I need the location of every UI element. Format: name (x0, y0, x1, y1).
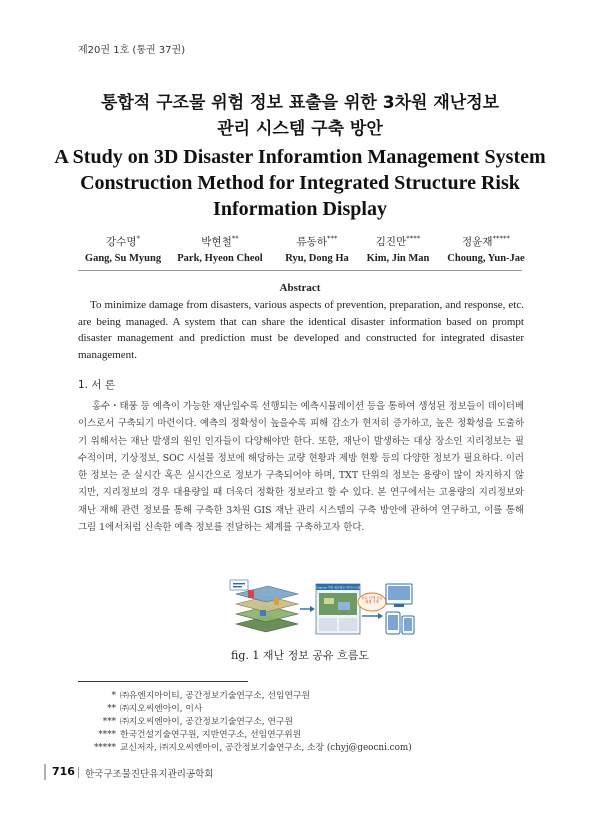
footnote-3 (78, 714, 518, 727)
title-english-line-2: Construction Method for Integrated Structure Risk (80, 172, 520, 194)
abstract-heading: Abstract (279, 282, 321, 294)
author-affiliation-mark: * (136, 234, 140, 243)
abstract-top-rule (78, 270, 522, 271)
footnote-mark: ***** (94, 743, 116, 753)
footnote-text: ㈜지오씨엔아이, 공간정보기술연구소, 연구원 (120, 717, 293, 727)
author-english-name: Kim, Jin Man (366, 253, 430, 264)
footnote-mark: ** (107, 704, 116, 714)
footnote-4 (78, 727, 518, 740)
devices-graphic (386, 584, 414, 634)
figure-caption: fig. 1 재난 정보 공유 흐름도 (231, 649, 369, 662)
author-english-name: Choung, Yun-Jae (447, 253, 525, 264)
footnote-text: 한국건설기술연구원, 지반연구소, 선임연구위원 (120, 730, 302, 740)
title-english-line-1: A Study on 3D Disaster Inforamtion Management System (54, 146, 546, 168)
footnote-5 (78, 740, 518, 753)
author-english-name: Gang, Su Myung (84, 253, 162, 264)
journal-name: 한국구조물진단유지관리공학회 (85, 769, 214, 780)
footnote-mark: * (111, 691, 116, 701)
author-english-name: Park, Hyeon Cheol (177, 253, 263, 264)
author-korean-name: 김진만 (375, 236, 407, 248)
system-screen-title: Cesium 기반 재난정보 관리시스템 (315, 585, 361, 590)
footnote-text: ㈜유엔지아이티, 공간정보기술연구소, 선임연구원 (120, 691, 310, 701)
section-body-introduction: 홍수・태풍 등 예측이 가능한 재난일수록 선행되는 예측시뮬레이션 등을 통하여 생성된 정보들이 데이터베이스로서 구축되기 마련이다. 예측의 정확성이 높을수록 피해 감소가 현저히 증가하고, 높은 정확성을 도출하기 위해서는 재난 발생의 원인 인자들이 다양해야만 한다. 또한, 재난이 발생하는 대상 장소인 지리정보는 필수적이며, 기상정보, SOC 시설물 정보에 해당하는 교량 현황과 제방 현황 등의 다양한 정보가 필요하다. 이러한 정보는 준 실시간 혹은 실시간으로 정보가 구축되어야 하며, TXT 단위의 정보는 용량이 많이 차지하지 않지만, 지리정보의 경우 대용량일 때 더욱더 정확한 정보라고 할 수 있다. 본 연구에서는 고용량의 지리정보와 재난 재해 관련 정보를 통해 구축한 3차원 GIS 재난 관리 시스템의 구축 방안에 관하여 연구하고, 이를 통해 그림 1에서처럼 신속한 예측 정보를 전달하는 체계를 구축하고자 한다. (78, 401, 524, 534)
sharing-stage-label: 공유 단계 공유 체계 구축 (361, 596, 383, 604)
author-english-name: Ryu, Dong Ha (285, 253, 349, 264)
author-1 (78, 234, 168, 264)
system-screen-graphic (316, 584, 360, 634)
footer-divider (78, 767, 79, 778)
author-2 (170, 234, 270, 264)
author-affiliation-mark: ***** (492, 234, 510, 243)
footnote-1 (78, 688, 518, 701)
footnote-text: 교신저자, ㈜지오씨엔아이, 공간정보기술연구소, 소장 (chyj@geocni.com) (120, 743, 412, 753)
author-5 (440, 234, 532, 264)
footnote-text: ㈜지오씨엔아이, 이사 (120, 704, 203, 714)
author-affiliation-mark: ** (231, 234, 239, 243)
section-heading-introduction: 1. 서 론 (78, 379, 115, 391)
title-korean-line-1: 통합적 구조물 위험 정보 표출을 위한 3차원 재난정보 (100, 93, 500, 113)
sharing-stage-bubble (358, 593, 386, 611)
figure-disaster-info-sharing-flow (228, 576, 418, 642)
footnote-mark: *** (102, 717, 116, 727)
author-korean-name: 박현철 (201, 236, 232, 248)
footnote-rule (78, 681, 248, 682)
author-korean-name: 정윤재 (462, 236, 493, 248)
author-3 (272, 234, 362, 264)
author-affiliation-mark: *** (326, 234, 338, 243)
abstract-body: To minimize damage from disasters, various aspects of prevention, preparation, and response, etc. are being managed. A system that can share the identical disaster information based on prompt disaster management and prediction must be developed and constructed for integrated disaster management. (78, 299, 524, 361)
author-korean-name: 강수명 (106, 236, 137, 248)
title-english-line-3: Information Display (213, 198, 387, 220)
author-affiliation-mark: **** (406, 234, 421, 243)
footer-accent-bar (44, 764, 46, 780)
footnote-2 (78, 701, 518, 714)
page-number: 716 (52, 765, 75, 778)
issue-info: 제20권 1호 (통권 37권) (78, 45, 186, 56)
title-korean-line-2: 관리 시스템 구축 방안 (217, 119, 383, 139)
author-4 (358, 234, 438, 264)
stacked-map-layers-graphic (230, 580, 298, 632)
footnote-mark: **** (98, 730, 116, 740)
author-korean-name: 류동하 (296, 236, 327, 248)
